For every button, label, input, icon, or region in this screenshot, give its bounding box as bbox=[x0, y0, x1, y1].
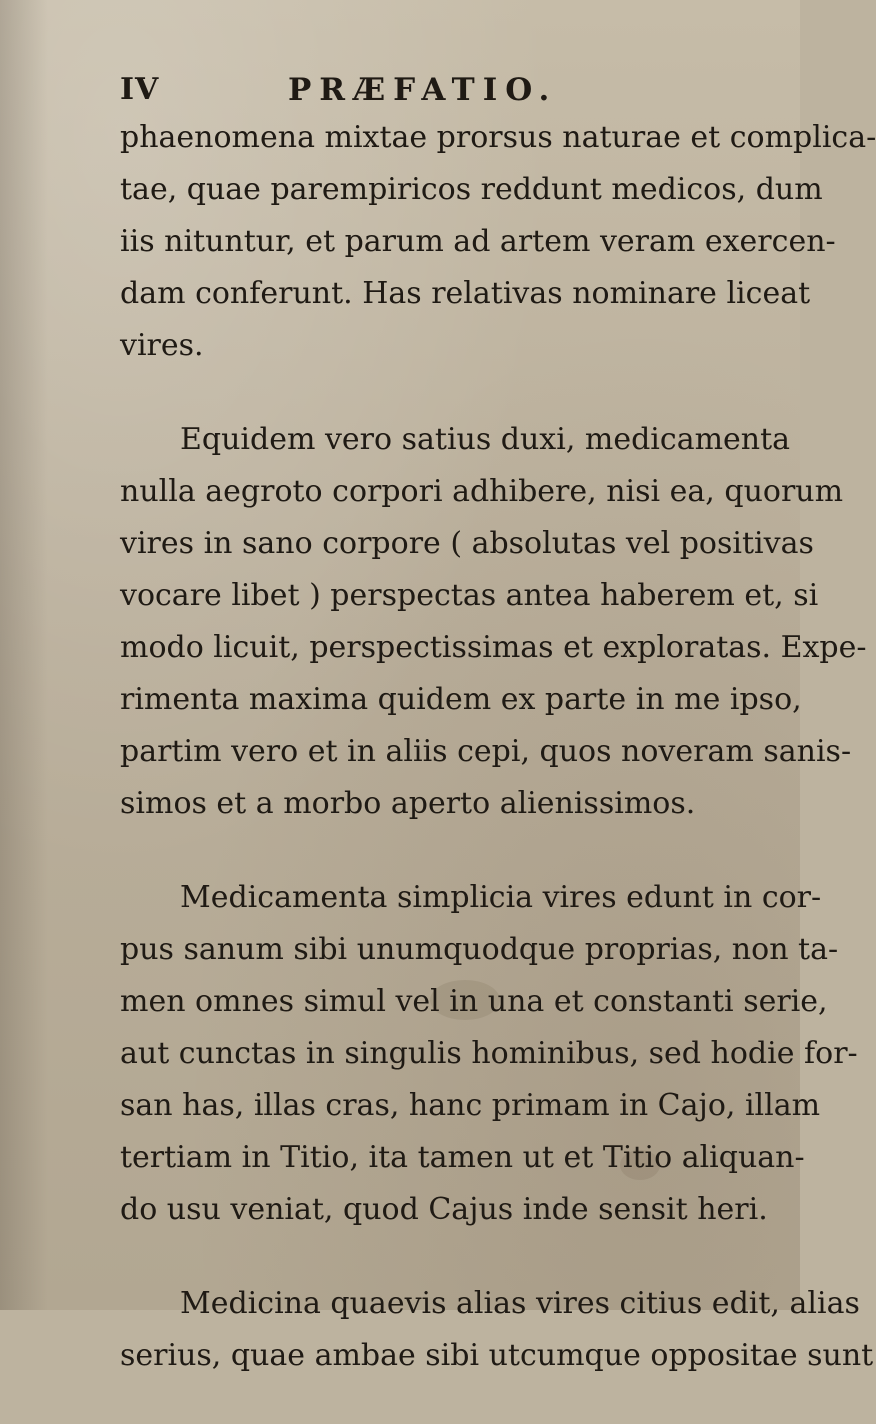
paragraph-3 bbox=[120, 872, 858, 1236]
page-header bbox=[120, 72, 760, 112]
text-line: Medicina quaevis alias vires citius edit, alias bbox=[180, 1286, 860, 1321]
text-line: simos et a morbo aperto alienissimos. bbox=[120, 786, 696, 821]
text-line: modo licuit, perspectissimas et exploratas. Expe- bbox=[120, 630, 867, 665]
text-line: iis nituntur, et parum ad artem veram exercen- bbox=[120, 224, 836, 259]
text-line: san has, illas cras, hanc primam in Cajo, illam bbox=[120, 1088, 821, 1123]
text-line: Equidem vero satius duxi, medicamenta bbox=[180, 422, 791, 457]
paragraph-1 bbox=[120, 112, 876, 372]
text-line: Medicamenta simplicia vires edunt in cor- bbox=[180, 880, 822, 915]
paragraph-2 bbox=[120, 414, 867, 830]
paragraph-4 bbox=[120, 1278, 874, 1382]
page-number: IV bbox=[120, 72, 160, 107]
text-line: tertiam in Titio, ita tamen ut et Titio aliquan- bbox=[120, 1140, 805, 1175]
text-line: phaenomena mixtae prorsus naturae et complica- bbox=[120, 120, 876, 155]
text-line: aut cunctas in singulis hominibus, sed hodie for- bbox=[120, 1036, 858, 1071]
text-line: vires in sano corpore ( absolutas vel positivas bbox=[120, 526, 814, 561]
text-line: vires. bbox=[120, 328, 204, 363]
text-line: do usu veniat, quod Cajus inde sensit heri. bbox=[120, 1192, 768, 1227]
text-line: dam conferunt. Has relativas nominare liceat bbox=[120, 276, 811, 311]
text-line: partim vero et in aliis cepi, quos noveram sanis- bbox=[120, 734, 852, 769]
page-gutter-shadow bbox=[0, 0, 48, 1310]
text-line: tae, quae parempiricos reddunt medicos, dum bbox=[120, 172, 823, 207]
running-title: PRÆFATIO. bbox=[288, 72, 558, 108]
text-line: men omnes simul vel in una et constanti serie, bbox=[120, 984, 828, 1019]
text-line: vocare libet ) perspectas antea haberem et, si bbox=[120, 578, 819, 613]
text-line: rimenta maxima quidem ex parte in me ipso, bbox=[120, 682, 802, 717]
text-line: pus sanum sibi unumquodque proprias, non ta- bbox=[120, 932, 839, 967]
text-line: serius, quae ambae sibi utcumque oppositae sunt bbox=[120, 1338, 874, 1373]
body-text bbox=[120, 112, 876, 1424]
text-line: nulla aegroto corpori adhibere, nisi ea, quorum bbox=[120, 474, 844, 509]
